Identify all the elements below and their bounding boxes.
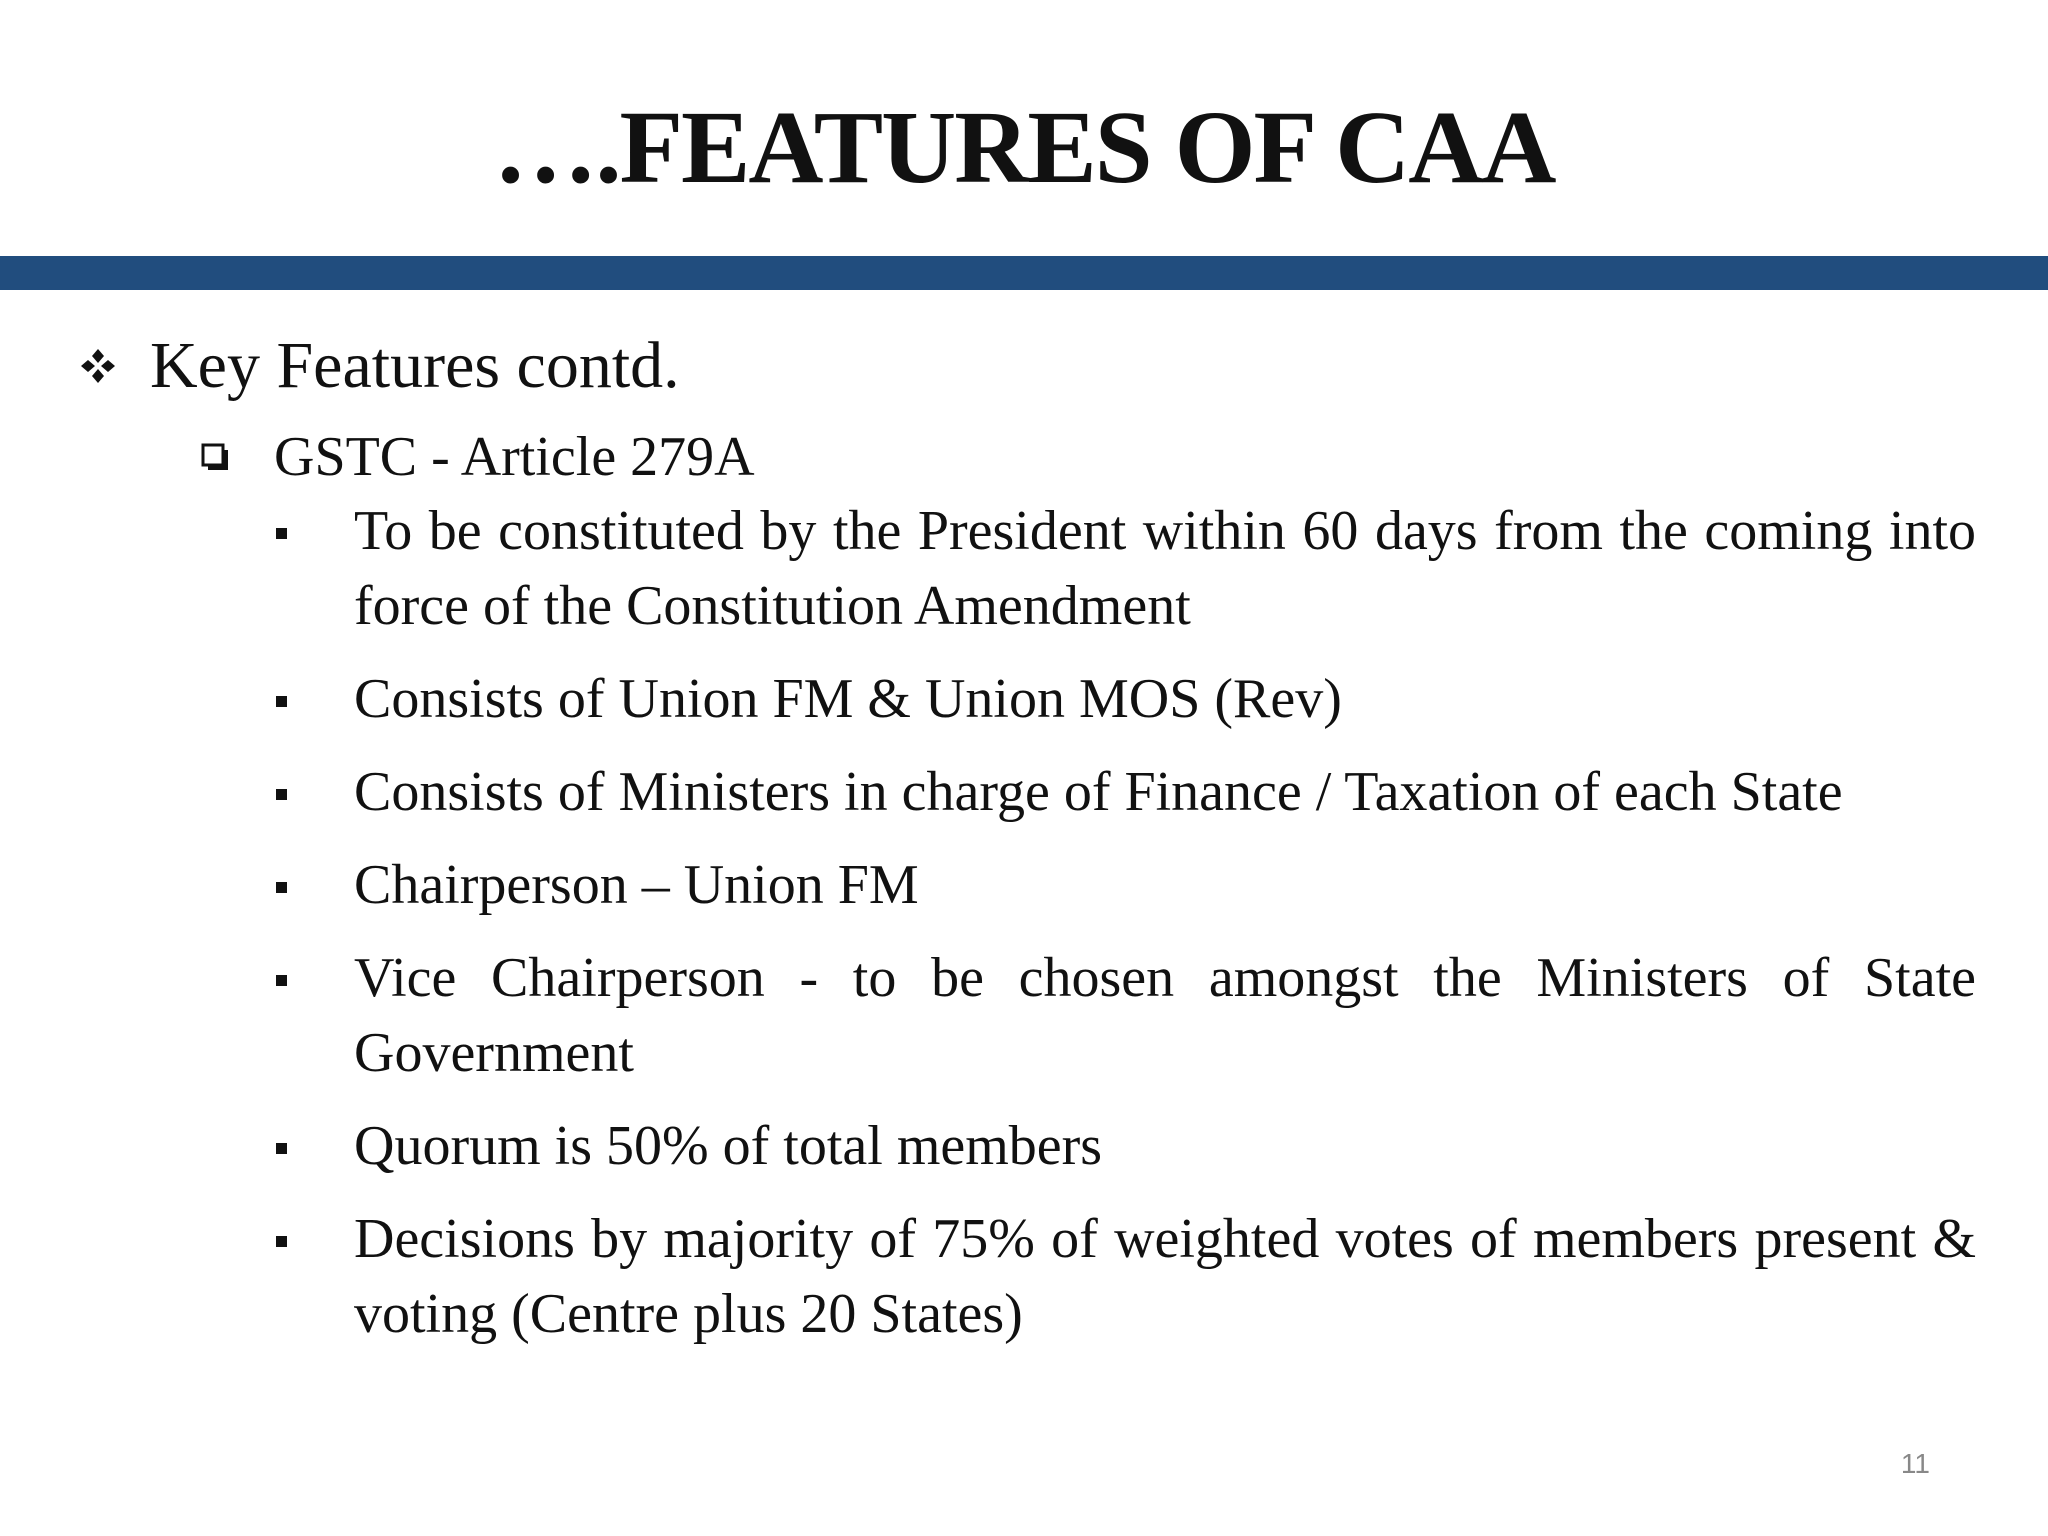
list-item [272, 662, 1976, 737]
list-item-text: Consists of Ministers in charge of Finance / Taxation of each State [354, 761, 1843, 823]
square-bullet-icon [276, 975, 287, 986]
square-bullet-icon [276, 696, 287, 707]
diamond-four-petal-icon [78, 346, 118, 386]
title-rule-bar [0, 256, 2048, 290]
list-item-text: To be constituted by the President within 60 days from the coming into force of the Constitution Amendment [354, 500, 1976, 637]
list-item-text: Quorum is 50% of total members [354, 1115, 1103, 1177]
level3-bullet-list [272, 494, 1976, 1370]
list-item [272, 494, 1976, 644]
square-bullet-icon [276, 1143, 287, 1154]
list-item-text: Vice Chairperson - to be chosen amongst the Ministers of State Government [354, 947, 1976, 1084]
level2-text: GSTC - Article 279A [274, 426, 755, 488]
slide-title: ….FEATURES OF CAA [493, 90, 1555, 205]
square-bullet-icon [276, 882, 287, 893]
list-item [272, 1202, 1976, 1352]
hollow-square-icon [200, 442, 230, 472]
list-item-text: Consists of Union FM & Union MOS (Rev) [354, 668, 1342, 730]
square-bullet-icon [276, 528, 287, 539]
level1-text: Key Features contd. [150, 329, 680, 402]
list-item [272, 848, 1976, 923]
list-item-text: Decisions by majority of 75% of weighted votes of members present & voting (Centre plus 20 States) [354, 1208, 1976, 1345]
level1-bullet-item [78, 326, 680, 406]
list-item [272, 755, 1976, 830]
list-item-text: Chairperson – Union FM [354, 854, 919, 916]
list-item [272, 1109, 1976, 1184]
square-bullet-icon [276, 1236, 287, 1247]
square-bullet-icon [276, 789, 287, 800]
list-item [272, 941, 1976, 1091]
page-number: 11 [1900, 1448, 1930, 1479]
level2-bullet-item [200, 422, 755, 492]
